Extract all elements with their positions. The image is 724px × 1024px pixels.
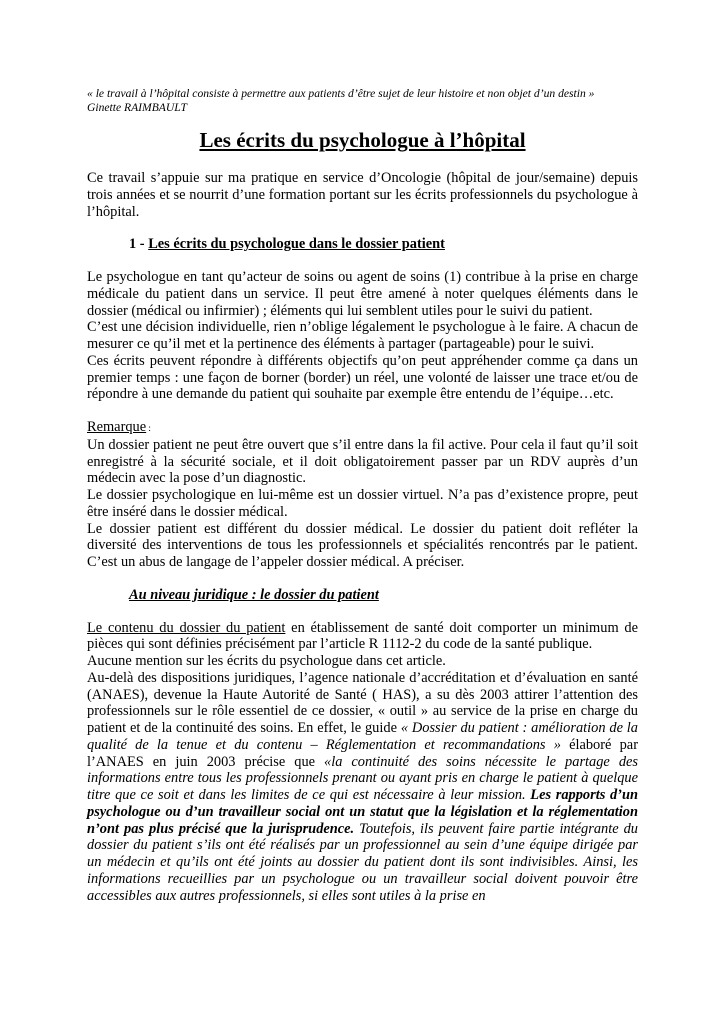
epigraph-author: Ginette RAIMBAULT [87,100,187,114]
remarque-paragraph: Le dossier psychologique en lui-même est un dossier virtuel. N’a pas d’existence propre, peut être inséré dans le dossier médical. [87,487,638,520]
section-1-paragraph: Ces écrits peuvent répondre à différents objectifs qu’on peut appréhender comme ça dans un premier temps : une façon de borner (border) un réel, une volonté de laisser une trace et/ou de répondre à une demande du patient qui souhaite par exemple être entendu de l’équipe…etc. [87,352,638,403]
section-2-paragraph-1 [87,620,638,654]
remarque-paragraph: Un dossier patient ne peut être ouvert que s’il entre dans la fil active. Pour cela il faut qu’il soit enregistré à la sécurité sociale, et il doit obligatoirement passer par un RDV auprès d’un médecin avec la pose d’un diagnostic. [87,436,638,487]
guide-title-italic: « Dossier du patient : amélioration de la qualité de la tenue et du contenu – Réglementation et recommandations » [87,720,638,753]
dossier-contenu-underlined: Le contenu du dossier du patient [87,619,286,636]
document-title-text: Les écrits du psychologue à l’hôpital [199,128,526,152]
anaes-citation-italic: «la continuité des soins nécessite le partage des informations entre tous les professionnels prenant ou ayant pris en charge le patient à quelque titre que ce soit et dans les limites de ce qui est nécessaire à leur mission. [87,753,639,803]
document-page [87,87,638,904]
epigraph-quote: « le travail à l’hôpital consiste à permettre aux patients d’être sujet de leur histoire et non objet d’un destin » [87,87,595,100]
section-1-number: 1 - [129,236,149,253]
intro-paragraph: Ce travail s’appuie sur ma pratique en service d’Oncologie (hôpital de jour/semaine) depuis trois années et se nourrit d’une formation portant sur les écrits professionnels du psychologue à l’hôpital. [87,170,638,220]
document-title [87,128,638,152]
section-2-p3-text: élaboré par l’ANAES en juin 2003 précise que [87,736,638,770]
anaes-citation-bold: Les rapports d’un psychologue ou d’un travailleur social ont un statut que la législation et la réglementation n’ont pas plus précisé que la jurisprudence. [87,787,638,837]
remarque-block [87,419,638,571]
section-1-body [87,269,638,403]
section-1-heading [87,236,638,253]
section-2-heading: Au niveau juridique : le dossier du patient [129,586,379,603]
section-2-body [87,620,638,905]
remarque-heading [87,419,638,437]
section-2-paragraph-3 [87,670,638,905]
section-1-paragraph: C’est une décision individuelle, rien n’oblige légalement le psychologue à le faire. A chacun de mesurer ce qu’il met et la pertinence des éléments à partager (partageable) pour le suivi. [87,319,638,352]
section-1-paragraph: Le psychologue en tant qu’acteur de soins ou agent de soins (1) contribue à la prise en charge médicale du patient dans un service. Il peut être amené à noter quelques éléments dans le dossier (médical ou infirmier) ; éléments qui lui semblent utiles pour le suivi du patient. [87,269,638,319]
anaes-citation-italic-continued: Toutefois, ils peuvent faire partie intégrante du dossier du patient s’ils ont été réalisés par un professionnel au sein d’une équipe dirigée par un médecin et qu’ils ont été joints au dossier du patient dont ils sont indivisibles. Ainsi, les informations recueillies par un psychologue ou un travailleur social doivent pouvoir être accessibles aux autres professionnels, si elles sont utiles à la prise en [87,820,638,904]
section-2-p1-text: en établissement de santé doit comporter un minimum de pièces qui sont définies précisément par l’article R 1112-2 du code de la santé publique. [87,619,639,653]
remarque-paragraph: Le dossier patient est différent du dossier médical. Le dossier du patient doit refléter la diversité des interventions de tous les professionnels et spécialités rencontrés par le patient. C’est un abus de langage de l’appeler dossier médical. A préciser. [87,520,638,570]
section-2-p3-text: Au-delà des dispositions juridiques, l’agence nationale d’accréditation et d’évaluation en santé (ANAES), devenue la Haute Autorité de Santé ( HAS), a su dès 2003 attirer l’attention des professionnels sur le rôle essentiel de ce dossier, « outil » au service de la prise en charge du patient et de la continuité des soins. En effet, le guide [87,669,638,736]
section-2-paragraph-2: Aucune mention sur les écrits du psychologue dans cet article. [87,653,446,669]
remarque-colon: : [146,423,151,433]
section-1-heading-text: Les écrits du psychologue dans le dossier patient [148,236,445,253]
remarque-label: Remarque [87,419,147,435]
